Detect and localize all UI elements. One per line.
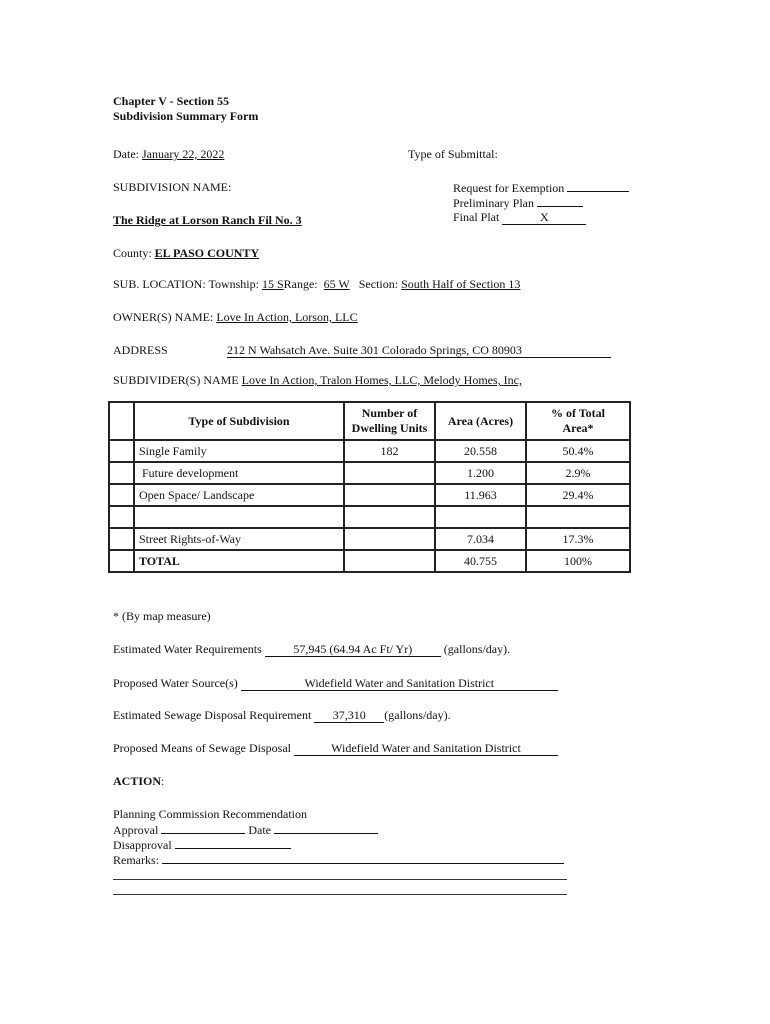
remarks-rule-3[interactable]: [113, 894, 567, 895]
approval-line: [113, 822, 378, 837]
table-row: [109, 462, 630, 484]
table-row: [109, 506, 630, 528]
chapter-heading: Chapter V - Section 55: [113, 94, 230, 108]
water-source-value[interactable]: Widefield Water and Sanitation District: [241, 677, 558, 691]
disapproval-line: [113, 837, 291, 852]
remarks-line: [113, 852, 564, 867]
remarks-rule-2[interactable]: [113, 879, 567, 880]
water-source-line: [113, 676, 558, 691]
submittal-label: Type of Submittal:: [408, 147, 498, 161]
address-value-wrap: [227, 343, 611, 358]
subdivision-label: SUBDIVISION NAME:: [113, 180, 232, 194]
row-marker-cell: [109, 440, 134, 462]
county-value: EL PASO COUNTY: [154, 246, 260, 260]
subdivision-table: [108, 401, 631, 573]
exemption-label: Request for Exemption: [453, 181, 565, 195]
final-plat-label: Final Plat: [453, 210, 500, 224]
sewage-line: [113, 708, 451, 723]
header-pct-line2: Area*: [562, 421, 594, 435]
row-marker-cell: [109, 550, 134, 572]
row-units: [344, 550, 435, 572]
row-type: Street Rights-of-Way: [134, 528, 344, 550]
disapproval-blank[interactable]: [175, 837, 291, 849]
submittal-preliminary: [453, 195, 583, 210]
sewage-means-line: [113, 741, 558, 756]
remarks-label: Remarks:: [113, 853, 159, 867]
row-marker-cell: [109, 484, 134, 506]
row-type: Single Family: [134, 440, 344, 462]
approval-date-blank[interactable]: [274, 822, 378, 834]
header-units-line1: Number of: [361, 406, 418, 420]
subdivision-value: The Ridge at Lorson Ranch Fil No. 3: [113, 213, 302, 227]
action-heading: [113, 774, 164, 788]
remarks-blank[interactable]: [162, 852, 564, 864]
table-row: [109, 528, 630, 550]
location-line: [113, 277, 520, 291]
table-header-row: [109, 402, 630, 440]
row-units: [344, 506, 435, 528]
action-label: ACTION: [113, 774, 162, 788]
submittal-final: [453, 210, 586, 225]
water-line: [113, 642, 510, 657]
row-type: [134, 506, 344, 528]
row-marker-cell: [109, 506, 134, 528]
footnote: * (By map measure): [113, 609, 211, 623]
address-label: ADDRESS: [113, 343, 168, 357]
row-area: 11.963: [435, 484, 526, 506]
header-area: Area (Acres): [435, 402, 526, 440]
sewage-means-label: Proposed Means of Sewage Disposal: [113, 741, 291, 755]
row-area: 7.034: [435, 528, 526, 550]
row-pct: 29.4%: [526, 484, 630, 506]
water-source-label: Proposed Water Source(s): [113, 676, 238, 690]
table-row: [109, 440, 630, 462]
row-type: TOTAL: [134, 550, 344, 572]
header-units-line2: Dwelling Units: [351, 421, 428, 435]
sewage-label: Estimated Sewage Disposal Requirement: [113, 708, 312, 722]
water-value[interactable]: 57,945 (64.94 Ac Ft/ Yr): [265, 643, 441, 657]
row-units: 182: [344, 440, 435, 462]
header-type: Type of Subdivision: [134, 402, 344, 440]
exemption-blank[interactable]: [567, 180, 629, 192]
row-units: [344, 462, 435, 484]
row-units: [344, 528, 435, 550]
row-pct: 50.4%: [526, 440, 630, 462]
township-value: 15 S: [261, 277, 284, 291]
approval-label: Approval: [113, 823, 159, 837]
date-value: January 22, 2022: [142, 147, 225, 161]
subdivider-value: Love In Action, Tralon Homes, LLC, Melody Homes, Inc,: [241, 373, 522, 387]
subdivider-line: [113, 373, 522, 387]
form-title: Subdivision Summary Form: [113, 109, 259, 123]
address-value: 212 N Wahsatch Ave. Suite 301 Colorado Springs, CO 80903: [227, 344, 611, 358]
date-line: [113, 147, 224, 161]
row-area: 1.200: [435, 462, 526, 484]
preliminary-blank[interactable]: [537, 195, 583, 207]
row-area: 20.558: [435, 440, 526, 462]
range-label: Range:: [283, 277, 318, 291]
row-pct: 17.3%: [526, 528, 630, 550]
row-marker-cell: [109, 462, 134, 484]
header-blank-cell: [109, 402, 134, 440]
table-total-row: [109, 550, 630, 572]
location-label: SUB. LOCATION: Township:: [113, 277, 259, 291]
row-pct: 100%: [526, 550, 630, 572]
preliminary-label: Preliminary Plan: [453, 196, 534, 210]
section-value: South Half of Section 13: [401, 277, 521, 291]
submittal-exemption: [453, 180, 629, 195]
date-label: Date:: [113, 147, 139, 161]
approval-blank[interactable]: [161, 822, 245, 834]
row-marker-cell: [109, 528, 134, 550]
county-label: County:: [113, 246, 152, 260]
header-pct: [526, 402, 630, 440]
row-area: 40.755: [435, 550, 526, 572]
sewage-suffix: (gallons/day).: [384, 708, 451, 722]
sewage-means-value[interactable]: Widefield Water and Sanitation District: [294, 742, 558, 756]
section-label: Section:: [358, 277, 399, 291]
row-pct: [526, 506, 630, 528]
action-colon: :: [161, 774, 165, 788]
owner-line: [113, 310, 358, 324]
county-line: [113, 246, 259, 260]
table-row: [109, 484, 630, 506]
water-label: Estimated Water Requirements: [113, 642, 262, 656]
approval-date-label: Date: [248, 823, 271, 837]
row-area: [435, 506, 526, 528]
subdivider-label: SUBDIVIDER(S) NAME: [113, 373, 239, 387]
disapproval-label: Disapproval: [113, 838, 172, 852]
row-units: [344, 484, 435, 506]
recommendation-label: Planning Commission Recommendation: [113, 807, 307, 821]
water-suffix: (gallons/day).: [443, 642, 511, 656]
row-type: Future development: [134, 462, 344, 484]
row-pct: 2.9%: [526, 462, 630, 484]
owner-value: Love In Action, Lorson, LLC: [216, 310, 358, 324]
final-plat-mark[interactable]: X: [502, 211, 586, 225]
header-pct-line1: % of Total: [550, 406, 605, 420]
sewage-value[interactable]: 37,310: [314, 709, 384, 723]
owner-label: OWNER(S) NAME:: [113, 310, 214, 324]
range-value: 65 W: [323, 277, 350, 291]
header-units: [344, 402, 435, 440]
row-type: Open Space/ Landscape: [134, 484, 344, 506]
